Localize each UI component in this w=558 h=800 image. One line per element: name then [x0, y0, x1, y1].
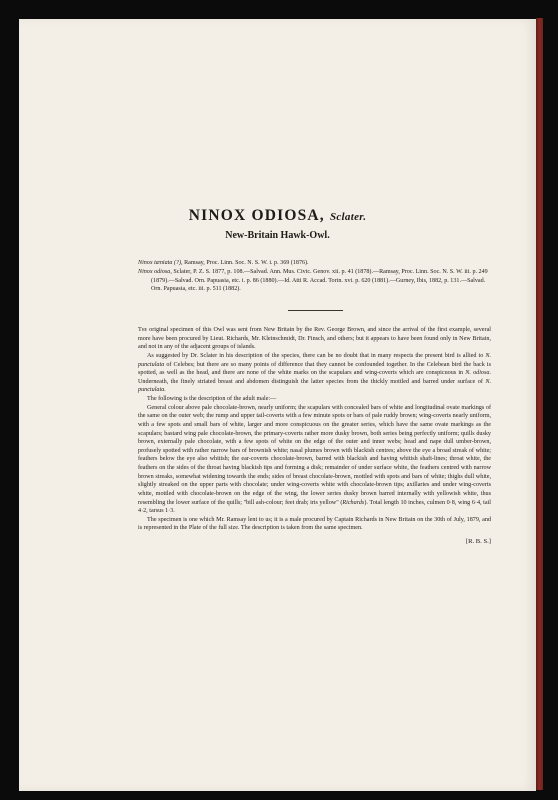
species-title [19, 207, 536, 225]
paragraph-text: As suggested by Dr. Sclater in his description of the species, there can be no doubt that in many respects the present bird is allied to [147, 352, 486, 359]
synonym-reference: Sclater, P. Z. S. 1877, p. 108.—Salvad. Ann. Mus. Civic. Genov. xii. p. 41 (1878).—Ramsay, Proc. Linn. Soc. N. S. W. iii. p. 249 (1879).—Salvad. Orn. Papuasia, etc. i. p. 86 (1880).—Id. Atti R. Accad. Torin. xvi. p. 620 (1881).—Gurney, Ibis, 1882, p. 131.—Salvad. Orn. Papuasia, etc. iii. p. 511 (1882). [151, 269, 488, 293]
species-ref: N. odiosa. [465, 370, 491, 377]
species-author: Sclater. [329, 211, 367, 223]
paragraph-text: Underneath, the finely striated breast and abdomen distinguish the latter species from the thickly mottled and barred under surface of [138, 378, 486, 385]
paragraph-text: original specimen of this Owl was sent from New Britain by the Rev. George Brown, and since the arrival of the first example, several more have been procured by Lieut. Richards, Mr. Kleinschmidt, Dr. Finsch, and others; but it appears to have been found only in New Britain, and not in any of the adjacent groups of islands. [138, 327, 491, 351]
collector-ref: Richards [342, 499, 365, 506]
paragraph-text: of Celebes; but there are so many points of difference that they cannot be confounded together. In the Celebean bird the back is spotted, as well as the head, and there are none of the white marks on the scapulars and wing-coverts which are conspicuous in [138, 361, 491, 377]
paragraph [138, 516, 491, 533]
paragraph [138, 395, 491, 404]
synonymy-block [138, 259, 488, 294]
synonym-reference: Ramsay, Proc. Linn. Soc. N. S. W. i. p. 369 (1876). [184, 260, 309, 266]
species-ref: N. punctulata. [138, 378, 491, 394]
synonymy-entry [138, 259, 488, 268]
synonym-name: Ninox odiosa, [138, 269, 172, 276]
common-name: New-Britain Hawk-Owl. [225, 230, 330, 241]
paragraph [138, 404, 491, 516]
page-sheet [19, 19, 536, 791]
paragraph [138, 326, 491, 352]
description-text [138, 326, 491, 547]
section-divider [288, 310, 343, 311]
paragraph-text: General colour above pale chocolate-brown, nearly uniform; the scapulars with concealed bars of white and longitudinal ovate markings of the same on the outer web; the rump and upper tail-coverts with a few minute spots or bars of pale ruddy brown; wing-coverts nearly uniform, with a few spots and small bars of white, larger and more conspicuous on the greater series, which have the same ovate markings as the scapulars; bastard wing pale chocolate-brown, the primary-coverts rather more dusky brown, both series being perfectly uniform; quills dusky brown, externally pale chocolate, with a few spots of white on the edge of the outer and inner webs; head and nape dull umber-brown, profusely spotted with rather narrow bars of brownish white; nasal plumes brown with blackish centres; above the eye a broad streak of white; feathers below the eye also whitish; the ear-coverts chocolate-brown, barred with blackish and having whitish shaft-lines; throat white, the feathers on the sides of the throat having blackish tips and forming a disk; remainder of under surface white, the feathers centred with narrow brown streaks, somewhat widening towards the ends; sides of breast chocolate-brown, mottled with spots and bars of white; thighs dull white, slightly streaked on the upper parts with chocolate; under wing-coverts white with chocolate-brown tips; axillaries and under wing-coverts white, mottled with chocolate-brown on the edge of the wing, the lower series dusky brown barred internally with yellowish white, thus resembling the lower surface of the quills; "bill ash-colour; feet drab; iris yellow" ( [138, 404, 491, 506]
author-initials: [R. B. S.] [465, 538, 491, 545]
book-edge [536, 18, 543, 790]
synonym-name: Ninox tæniata (?), [138, 260, 183, 266]
paragraph [138, 352, 491, 395]
paragraph-text: ). Total length 10 inches, culmen 0·8, wing 6·4, tail 4·2, tarsus 1·3. [138, 499, 491, 515]
lead-word: The [138, 327, 148, 333]
species-name: NINOX ODIOSA, [188, 207, 325, 224]
paragraph-text: The specimen is one which Mr. Ramsay lent to us; it is a male procured by Captain Richards in New Britain on the 30th of July, 1879, and is represented in the Plate of the full size. The description is taken from the same specimen. [138, 516, 491, 532]
synonymy-entry [138, 268, 488, 294]
paragraph-text: The following is the description of the adult male:— [147, 396, 277, 402]
species-ref: N. punctulata [138, 352, 491, 368]
